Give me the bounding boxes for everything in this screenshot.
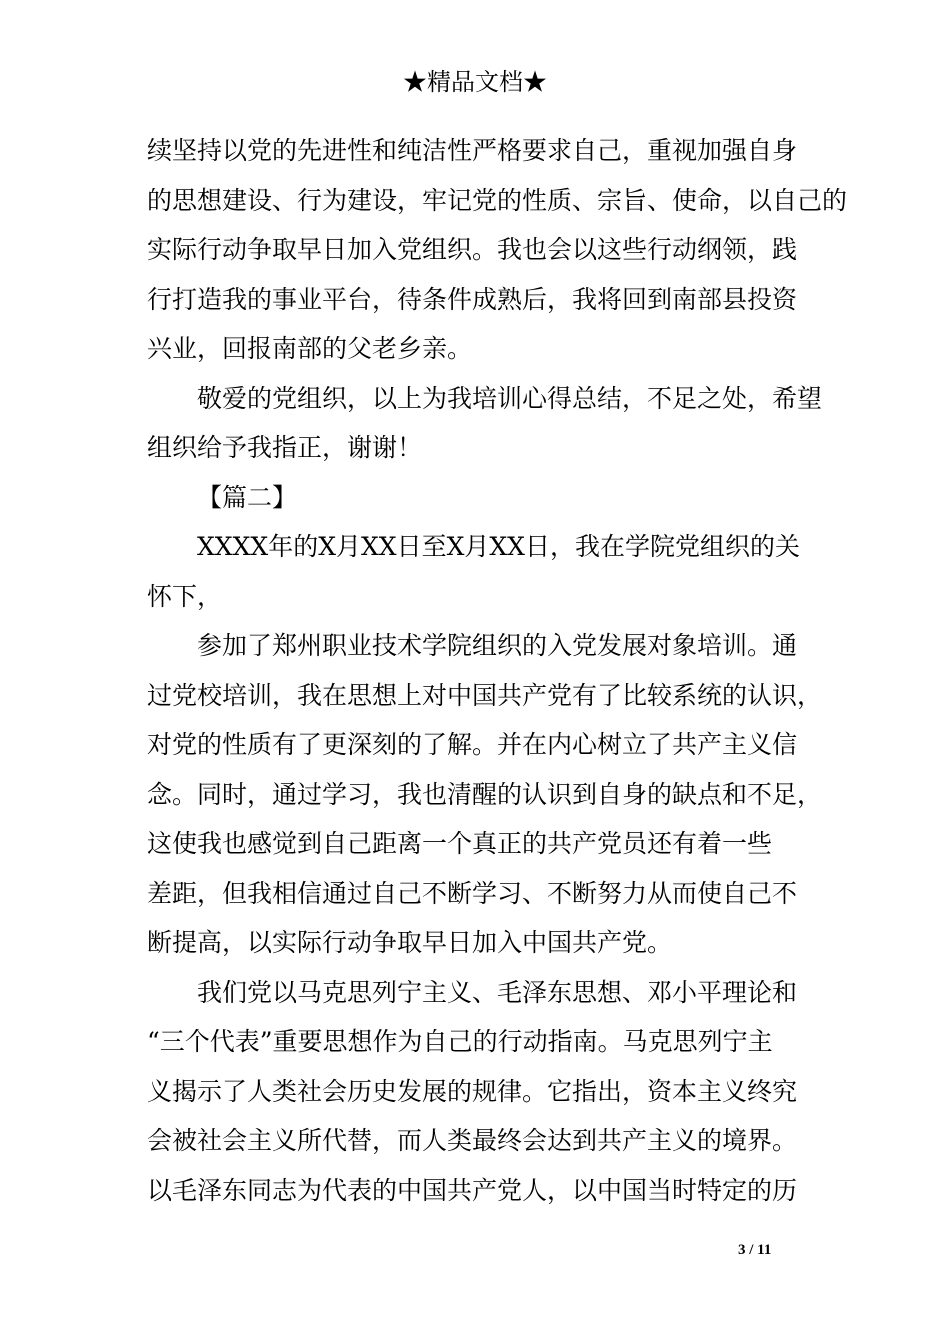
text-line: 念。同时，通过学习，我也清醒的认识到自身的缺点和不足， xyxy=(147,779,823,809)
text-line: 实际行动争取早日加入党组织。我也会以这些行动纲领，践 xyxy=(147,235,798,264)
text-line: 兴业，回报南部的父老乡亲。 xyxy=(147,334,473,363)
text-line: 参加了郑州职业技术学院组织的入党发展对象培训。通 xyxy=(197,631,798,660)
text-line: 义揭示了人类社会历史发展的规律。它指出，资本主义终究 xyxy=(147,1076,798,1106)
text-line: 【篇二】 xyxy=(197,482,298,512)
text-line: 断提高，以实际行动争取早日加入中国共产党。 xyxy=(147,928,673,957)
text-line: 敬爱的党组织，以上为我培训心得总结，不足之处，希望 xyxy=(197,383,823,413)
text-line: 差距，但我相信通过自己不断学习、不断努力从而使自己不 xyxy=(147,878,798,908)
body-text xyxy=(147,126,848,1215)
text-line: 以毛泽东同志为代表的中国共产党人，以中国当时特定的历 xyxy=(147,1175,798,1205)
text-line: “三个代表”重要思想作为自己的行动指南。马克思列宁主 xyxy=(147,1027,773,1056)
text-line: 这使我也感觉到自己距离一个真正的共产党员还有着一些 xyxy=(147,829,773,858)
text-line: 我们党以马克思列宁主义、毛泽东思想、邓小平理论和 xyxy=(197,977,798,1007)
text-line: 行打造我的事业平台，待条件成熟后，我将回到南部县投资 xyxy=(147,284,798,314)
text-line: 组织给予我指正，谢谢！ xyxy=(147,433,423,462)
page-header: ★精品文档★ xyxy=(403,68,547,96)
text-line: 会被社会主义所代替，而人类最终会达到共产主义的境界。 xyxy=(147,1126,798,1155)
text-line: 怀下， xyxy=(147,581,223,611)
text-line: 对党的性质有了更深刻的了解。并在内心树立了共产主义信 xyxy=(147,730,798,759)
text-line: 续坚持以党的先进性和纯洁性严格要求自己，重视加强自身 xyxy=(147,136,798,165)
text-line: 过党校培训，我在思想上对中国共产党有了比较系统的认识， xyxy=(147,680,823,710)
text-line: 的思想建设、行为建设，牢记党的性质、宗旨、使命，以自己的 xyxy=(147,185,848,215)
page-number: 3 / 11 xyxy=(738,1242,772,1258)
text-line: XXXX年的X月XX日至X月XX日，我在学院党组织的关 xyxy=(197,532,800,561)
